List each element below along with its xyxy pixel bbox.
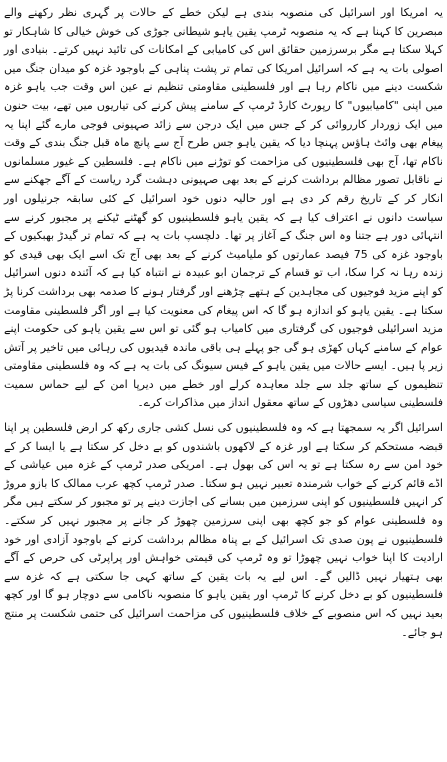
- article-paragraph-1: یہ امریکا اور اسرائیل کی منصوبہ بندی ہے لیکن خطے کے حالات پر گہری نظر رکھنے والے مبصرین کا کہنا ہے کہ یہ منصوبہ ٹرمپ یقین یاہو شیطانی جوڑی کی خوش خیالی کا شاہکار تو کہلا سکتا ہے مگر برسرزمین حقائق اس کی کامیابی کے امکانات کی تائید نہیں کرتے۔ بنیادی اور اصولی بات یہ ہے کہ اسرائیل امریکا کی تمام تر پشت پناہی کے باوجود غزہ کو میدان جنگ میں شکست دینے میں ناکام رہا ہے اور فلسطینی مقاومتی تنظیم نے عین اس وقت جب یاہو غزہ میں اپنی "کامیابیوں" کا رپورٹ کارڈ ٹرمپ کے سامنے پیش کرنے کی تیاریوں میں تھے، بیت حنون میں ایک زوردار کارروائی کر کے جس میں ایک درجن سے زائد صہیونی فوجی مارے گئے اپنا یہ پیغام بھی وائٹ ہاؤس پہنچا دیا کہ یقین یاہو جس طرح آج سے پانچ ماہ قبل جنگ بندی کے وقت ناکام تھا، آج بھی فلسطینیوں کی مزاحمت کو توڑنے میں ناکام ہے۔ فلسطین کے غیور مسلمانوں نے ناقابل تصور مظالم برداشت کرنے کے بعد بھی صہیونی دہشت گرد ریاست کے آگے جھکنے سے انکار کر کے تاریخ رقم کر دی ہے اور حالیہ دنوں خود اسرائیل کے کئی سابقہ جرنیلوں اور سیاست دانوں نے اعتراف کیا ہے کہ یقین یاہو فلسطینیوں کو گھٹنے ٹیکنے پر مجبور کرنے سے انتہائی دور ہے جتنا وہ اس جنگ کے آغاز پر تھا۔ دلچسپ بات یہ ہے کہ تمام تر گیدڑ بھبکیوں کے باوجود غزہ کی 75 فیصد عمارتوں کو ملیامیٹ کرنے کے بعد بھی آج تک اسے ایک بھی قیدی کو زندہ رہا نہ کرا سکا، اب تو قسام کے ترجمان ابو عبیدہ نے انتباہ کیا ہے کہ آئندہ دنوں اسرائیل کو اپنے مزید فوجیوں کی مجاہدین کے ہتھے چڑھنے اور گرفتار ہونے کا صدمہ بھی برداشت کرنا پڑ سکتا ہے۔ یقین یاہو کو اندازہ ہو گا کہ اس پیغام کی معنویت کیا ہے اور اگر فلسطینی مقاومت مزید اسرائیلی فوجیوں کی گرفتاری میں کامیاب ہو گئی تو اس سے یقین یاہو کی حکومت اپنے عوام کے سامنے کہاں کھڑی ہو گی جو پہلے ہی باقی ماندہ قیدیوں کی رہائی میں تاخیر پر آتش زیر پا ہیں۔ ایسے حالات میں یقین یاہو کے فیس سیونگ کی بات یہ ہے کہ وہ فلسطینی مقاومتی تنظیموں کے ساتھ جلد سے جلد معاہدہ کرلے اور خطے میں دیرپا امن کے لیے حماس سمیت فلسطینی سیاسی دھڑوں کے ساتھ معقول انداز میں مذاکرات کرے۔: [4, 6, 443, 410]
- article-paragraph-2: اسرائیل اگر یہ سمجھتا ہے کہ وہ فلسطینیوں کی نسل کشی جاری رکھ کر ارض فلسطین پر اپنا قبضہ مستحکم کر سکتا ہے اور غزہ کے لاکھوں باشندوں کو بے دخل کر سکتا ہے یا ایسا کر کے خود امن سے رہ سکتا ہے تو یہ اس کی بھول ہے۔ امریکی صدر ٹرمپ کے غزہ میں عیاشی کے اڈے قائم کرنے کے خواب شرمندہ تعبیر نہیں ہو سکتا۔ صدر ٹرمپ کچھ عرب ممالک کا بازو مروڑ کر انہیں فلسطینیوں کو اپنی سرزمین میں بسانے کی اجازت دینے پر تو مجبور کر سکتے ہیں مگر وہ فلسطینی عوام کو جو کچھ بھی اپنی سرزمین چھوڑ کر جانے پر مجبور نہیں کر سکتے۔ فلسطینیوں نے پون صدی تک اسرائیل کے بے پناہ مظالم برداشت کرنے کے باوجود آزادی اور خود ارادیت کا اپنا خواب نہیں چھوڑا تو وہ ٹرمپ کی قیمتی خواہش اور پراپرٹی کی حرص کے آگے بھی ہتھیار نہیں ڈالیں گے۔ اس لیے یہ بات یقین کے ساتھ کہی جا سکتی ہے کہ غزہ سے فلسطینیوں کو بے دخل کرنے کا ٹرمپ اور یقین یاہو کا منصوبہ ناکامی سے دوچار ہو گا اور کچھ بعید نہیں کہ اس منصوبے کے خلاف فلسطینیوں کی مزاحمت اسرائیل کی حتمی شکست پر منتج ہو جائے۔: [4, 421, 443, 639]
